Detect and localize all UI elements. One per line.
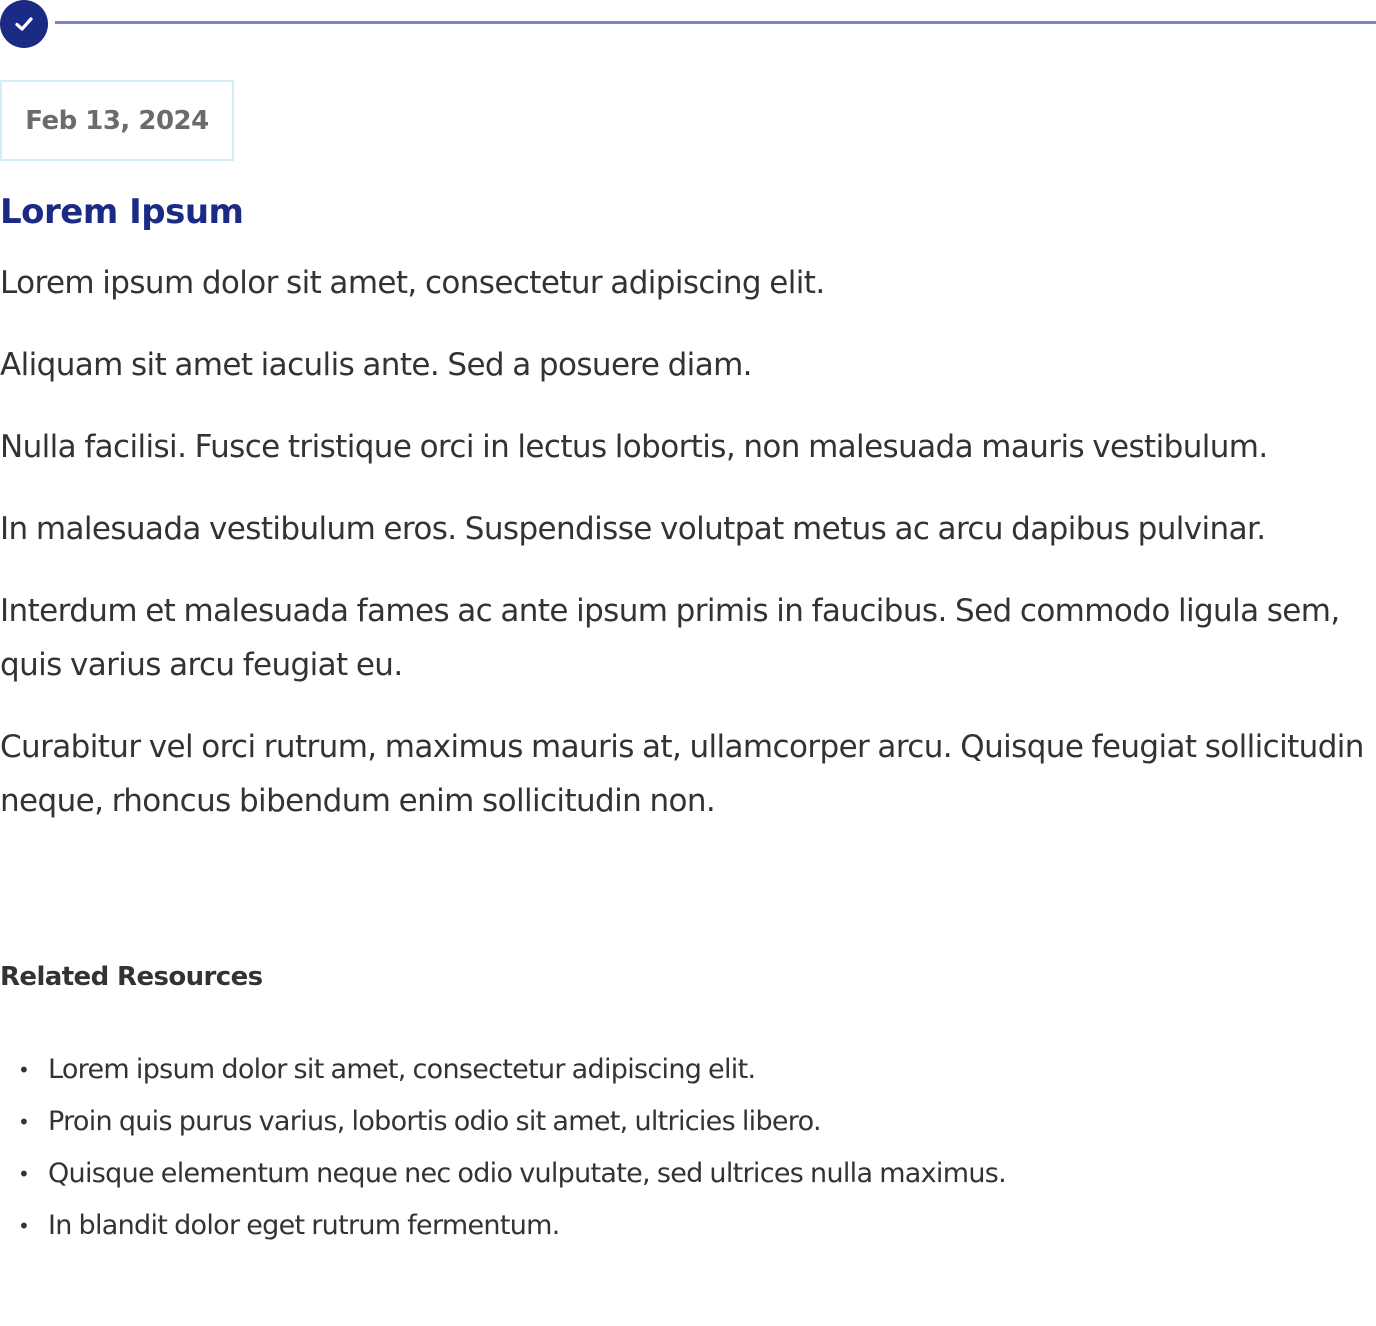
timeline-status-marker xyxy=(0,0,48,48)
body-paragraph: Interdum et malesuada fames ac ante ipsum primis in faucibus. Sed commodo ligula sem, quis varius arcu feugiat eu. xyxy=(0,593,1340,683)
date-badge: Feb 13, 2024 xyxy=(0,80,234,161)
related-resource-item xyxy=(0,1044,1376,1096)
bullet-icon: • xyxy=(18,1110,30,1134)
body-paragraph: Lorem ipsum dolor sit amet, consectetur adipiscing elit. xyxy=(0,265,825,301)
related-resource-item xyxy=(0,1148,1376,1200)
related-resources-list xyxy=(0,1044,1376,1252)
timeline-line xyxy=(55,21,1376,24)
related-resources-heading: Related Resources xyxy=(0,962,263,992)
bullet-icon: • xyxy=(18,1058,30,1082)
related-resource-item xyxy=(0,1200,1376,1252)
body-paragraph: Nulla facilisi. Fusce tristique orci in lectus lobortis, non malesuada mauris vestibulum. xyxy=(0,429,1268,465)
body-paragraph: Aliquam sit amet iaculis ante. Sed a posuere diam. xyxy=(0,347,752,383)
body-paragraph: Curabitur vel orci rutrum, maximus mauris at, ullamcorper arcu. Quisque feugiat sollicitudin neque, rhoncus bibendum enim sollicitudin non. xyxy=(0,729,1364,819)
check-icon xyxy=(13,13,35,35)
related-resource-text: In blandit dolor eget rutrum fermentum. xyxy=(48,1210,560,1241)
related-resource-text: Proin quis purus varius, lobortis odio sit amet, ultricies libero. xyxy=(48,1106,821,1137)
related-resource-item xyxy=(0,1096,1376,1148)
related-resource-text: Quisque elementum neque nec odio vulputate, sed ultrices nulla maximus. xyxy=(48,1158,1006,1189)
body-paragraph: In malesuada vestibulum eros. Suspendisse volutpat metus ac arcu dapibus pulvinar. xyxy=(0,511,1266,547)
related-resource-text: Lorem ipsum dolor sit amet, consectetur adipiscing elit. xyxy=(48,1054,756,1085)
entry-title: Lorem Ipsum xyxy=(0,192,244,232)
bullet-icon: • xyxy=(18,1214,30,1238)
timeline-row xyxy=(0,0,1376,48)
bullet-icon: • xyxy=(18,1162,30,1186)
entry-body xyxy=(0,256,1376,856)
